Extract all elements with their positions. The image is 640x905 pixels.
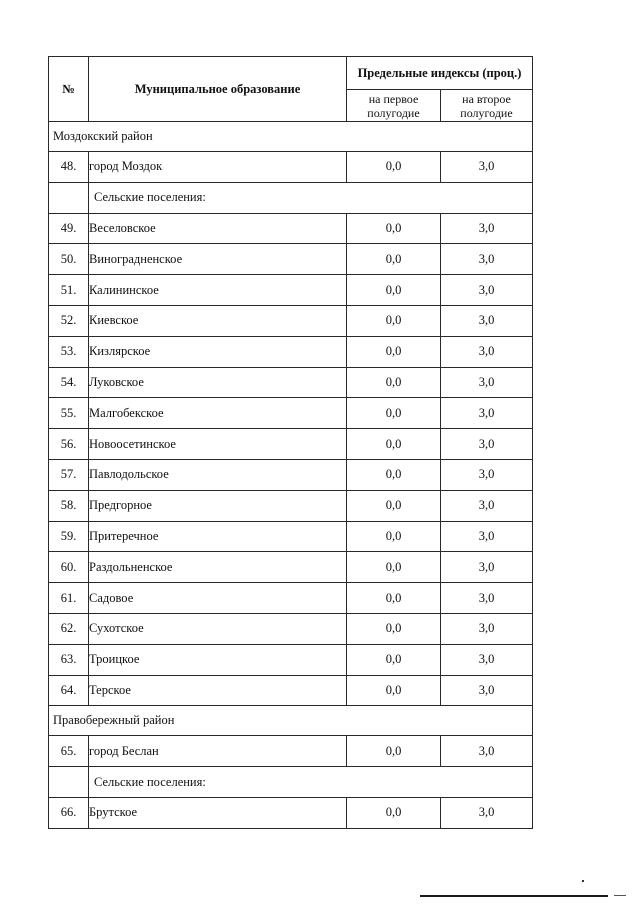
row-num: 50. (49, 244, 89, 275)
row-num: 66. (49, 797, 89, 828)
indices-table (48, 56, 533, 829)
row-first-half-value: 0,0 (347, 736, 441, 767)
row-municipality: Сухотское (89, 613, 347, 644)
table-row (49, 797, 533, 828)
row-municipality: Павлодольское (89, 459, 347, 490)
table-row (49, 213, 533, 244)
row-second-half-value: 3,0 (441, 552, 533, 583)
row-municipality: Раздольненское (89, 552, 347, 583)
row-second-half-value: 3,0 (441, 305, 533, 336)
row-num (49, 767, 89, 798)
row-num: 62. (49, 613, 89, 644)
row-municipality: Садовое (89, 583, 347, 614)
row-municipality: Предгорное (89, 490, 347, 521)
row-first-half-value: 0,0 (347, 521, 441, 552)
row-second-half-value: 3,0 (441, 213, 533, 244)
row-first-half-value: 0,0 (347, 275, 441, 306)
row-first-half-value: 0,0 (347, 613, 441, 644)
table-row (49, 583, 533, 614)
table-row (49, 367, 533, 398)
table-row (49, 336, 533, 367)
row-first-half-value: 0,0 (347, 490, 441, 521)
row-municipality: Калининское (89, 275, 347, 306)
table-row (49, 552, 533, 583)
row-first-half-value: 0,0 (347, 305, 441, 336)
table-row (49, 644, 533, 675)
row-first-half-value: 0,0 (347, 398, 441, 429)
row-municipality: Малгобекское (89, 398, 347, 429)
row-second-half-value: 3,0 (441, 398, 533, 429)
subsection-row (49, 182, 533, 213)
row-second-half-value: 3,0 (441, 429, 533, 460)
header-first-half: на первое полугодие (347, 90, 441, 122)
row-num: 52. (49, 305, 89, 336)
row-second-half-value: 3,0 (441, 367, 533, 398)
district-row (49, 706, 533, 736)
row-num: 58. (49, 490, 89, 521)
row-second-half-value: 3,0 (441, 613, 533, 644)
header-num: № (49, 57, 89, 122)
row-second-half-value: 3,0 (441, 583, 533, 614)
row-first-half-value: 0,0 (347, 367, 441, 398)
row-municipality: Луковское (89, 367, 347, 398)
table-row (49, 490, 533, 521)
footer-dot (582, 880, 584, 882)
row-first-half-value: 0,0 (347, 552, 441, 583)
row-municipality: Троицкое (89, 644, 347, 675)
district-name: Правобережный район (49, 706, 533, 736)
row-second-half-value: 3,0 (441, 736, 533, 767)
table-row (49, 275, 533, 306)
row-municipality: Киевское (89, 305, 347, 336)
table-row (49, 152, 533, 183)
table-row (49, 675, 533, 706)
row-num: 51. (49, 275, 89, 306)
row-num: 54. (49, 367, 89, 398)
table-row (49, 459, 533, 490)
row-municipality: Виноградненское (89, 244, 347, 275)
row-num: 65. (49, 736, 89, 767)
row-num: 64. (49, 675, 89, 706)
header-indices-group: Предельные индексы (проц.) (347, 57, 533, 90)
table-row (49, 736, 533, 767)
row-num (49, 182, 89, 213)
table-row (49, 521, 533, 552)
row-first-half-value: 0,0 (347, 459, 441, 490)
table-row (49, 305, 533, 336)
row-first-half-value: 0,0 (347, 429, 441, 460)
district-name: Моздокский район (49, 122, 533, 152)
row-num: 56. (49, 429, 89, 460)
subsection-label: Сельские поселения: (89, 182, 533, 213)
row-second-half-value: 3,0 (441, 490, 533, 521)
table-row (49, 613, 533, 644)
table-row (49, 429, 533, 460)
row-first-half-value: 0,0 (347, 675, 441, 706)
row-municipality: Веселовское (89, 213, 347, 244)
row-first-half-value: 0,0 (347, 152, 441, 183)
subsection-label: Сельские поселения: (89, 767, 533, 798)
row-second-half-value: 3,0 (441, 152, 533, 183)
row-second-half-value: 3,0 (441, 275, 533, 306)
row-second-half-value: 3,0 (441, 797, 533, 828)
row-num: 49. (49, 213, 89, 244)
subsection-row (49, 767, 533, 798)
row-second-half-value: 3,0 (441, 644, 533, 675)
header-second-half: на второе полугодие (441, 90, 533, 122)
row-second-half-value: 3,0 (441, 521, 533, 552)
row-second-half-value: 3,0 (441, 244, 533, 275)
row-num: 57. (49, 459, 89, 490)
footer-rule (420, 895, 608, 897)
row-num: 61. (49, 583, 89, 614)
row-municipality: Терское (89, 675, 347, 706)
row-num: 55. (49, 398, 89, 429)
row-num: 63. (49, 644, 89, 675)
row-second-half-value: 3,0 (441, 459, 533, 490)
table-body (49, 122, 533, 829)
row-num: 60. (49, 552, 89, 583)
row-municipality: Брутское (89, 797, 347, 828)
row-municipality: Новоосетинское (89, 429, 347, 460)
row-municipality: город Беслан (89, 736, 347, 767)
row-num: 59. (49, 521, 89, 552)
row-second-half-value: 3,0 (441, 336, 533, 367)
row-municipality: Притеречное (89, 521, 347, 552)
footer-dash (614, 895, 626, 896)
row-municipality: город Моздок (89, 152, 347, 183)
row-first-half-value: 0,0 (347, 583, 441, 614)
table-row (49, 398, 533, 429)
table-row (49, 244, 533, 275)
row-first-half-value: 0,0 (347, 797, 441, 828)
row-first-half-value: 0,0 (347, 244, 441, 275)
district-row (49, 122, 533, 152)
row-municipality: Кизлярское (89, 336, 347, 367)
row-first-half-value: 0,0 (347, 213, 441, 244)
row-first-half-value: 0,0 (347, 336, 441, 367)
row-num: 48. (49, 152, 89, 183)
header-municipality: Муниципальное образование (89, 57, 347, 122)
row-first-half-value: 0,0 (347, 644, 441, 675)
row-num: 53. (49, 336, 89, 367)
row-second-half-value: 3,0 (441, 675, 533, 706)
